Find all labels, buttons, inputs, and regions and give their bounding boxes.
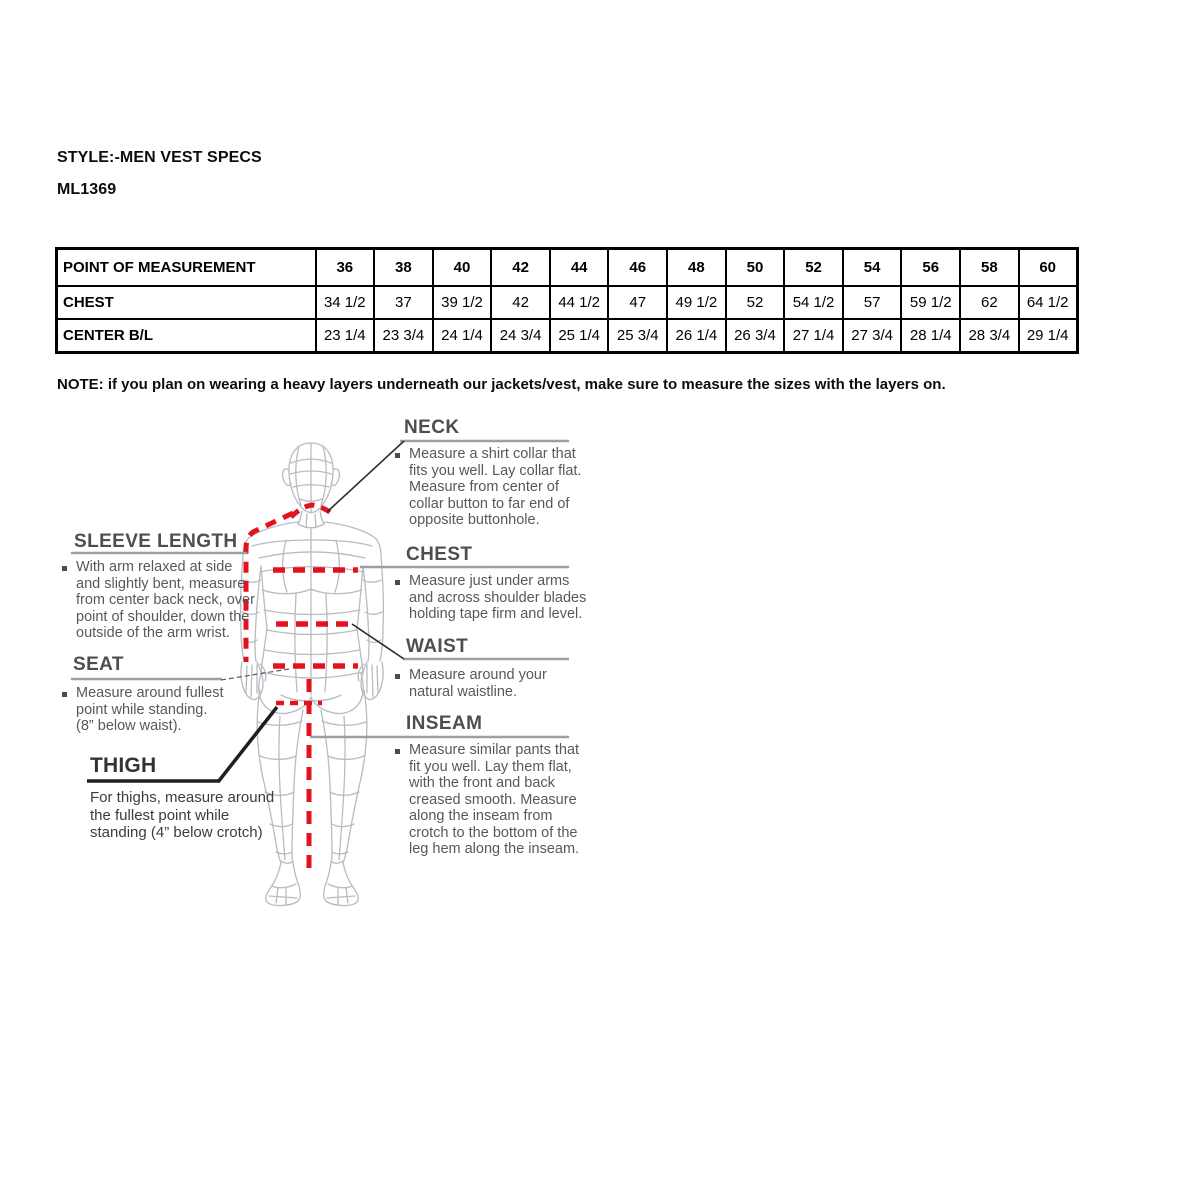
size-spec-table xyxy=(55,247,1079,354)
chest-row-label: CHEST xyxy=(57,286,316,319)
size-header-cell: 40 xyxy=(433,249,492,286)
size-header-cell: 46 xyxy=(608,249,667,286)
center-bl-value-cell: 25 1/4 xyxy=(550,319,609,353)
seat-label: SEAT xyxy=(73,654,124,675)
neck-description xyxy=(409,446,594,529)
neck-leader-line xyxy=(327,441,404,512)
point-of-measurement-header: POINT OF MEASUREMENT xyxy=(57,249,316,286)
description-line: For thighs, measure around xyxy=(90,789,275,806)
center-bl-row-label: CENTER B/L xyxy=(57,319,316,353)
sleeve-length-description xyxy=(76,559,271,642)
inseam-description xyxy=(409,742,599,858)
description-line: Measure just under arms xyxy=(409,573,570,589)
description-line: Measure from center of xyxy=(409,479,559,495)
description-line: point of shoulder, down the xyxy=(76,608,250,625)
description-line: from center back neck, over xyxy=(76,592,255,608)
description-line: (8” below waist). xyxy=(76,718,182,734)
description-line: fit you well. Lay them flat, xyxy=(409,758,572,775)
center-bl-value-cell: 28 1/4 xyxy=(901,319,960,353)
description-line: along the inseam from xyxy=(409,808,553,824)
center-bl-value-cell: 26 3/4 xyxy=(726,319,785,353)
description-line: outside of the arm wrist. xyxy=(76,625,230,641)
chest-value-cell: 44 1/2 xyxy=(550,286,609,319)
description-line: leg hem along the inseam. xyxy=(409,841,580,857)
description-line: Measure around fullest xyxy=(76,685,224,701)
chest-value-cell: 49 1/2 xyxy=(667,286,726,319)
size-header-cell: 56 xyxy=(901,249,960,286)
description-line: and slightly bent, measure xyxy=(76,575,246,592)
model-code: ML1369 xyxy=(57,181,117,198)
size-header-cell: 48 xyxy=(667,249,726,286)
chest-value-cell: 47 xyxy=(608,286,667,319)
description-line: natural waistline. xyxy=(409,683,517,700)
description-line: fits you well. Lay collar flat. xyxy=(409,462,582,479)
chest-value-cell: 64 1/2 xyxy=(1019,286,1078,319)
size-header-cell: 36 xyxy=(316,249,375,286)
center-bl-value-cell: 25 3/4 xyxy=(608,319,667,353)
size-header-cell: 52 xyxy=(784,249,843,286)
description-line: crotch to the bottom of the xyxy=(409,824,578,841)
chest-description xyxy=(409,573,599,623)
center-bl-value-cell: 27 1/4 xyxy=(784,319,843,353)
center-bl-value-cell: 29 1/4 xyxy=(1019,319,1078,353)
center-bl-value-cell: 23 1/4 xyxy=(316,319,375,353)
chest-label: CHEST xyxy=(406,544,473,565)
neck-label: NECK xyxy=(404,417,460,438)
center-bl-value-cell: 26 1/4 xyxy=(667,319,726,353)
center-bl-value-cell: 23 3/4 xyxy=(374,319,433,353)
size-header-cell: 50 xyxy=(726,249,785,286)
neck-measure-line xyxy=(291,505,331,517)
sleeve-length-bullet xyxy=(62,566,67,571)
note-text: NOTE: if you plan on wearing a heavy layers underneath our jackets/vest, make sure to measure the sizes with the layers on. xyxy=(57,376,946,393)
description-line: with the front and back xyxy=(409,775,555,791)
chest-value-cell: 62 xyxy=(960,286,1019,319)
center-bl-value-cell: 24 1/4 xyxy=(433,319,492,353)
description-line: point while standing. xyxy=(76,701,208,718)
chest-bullet xyxy=(395,580,400,585)
sleeve-length-label: SLEEVE LENGTH xyxy=(74,531,238,552)
description-line: Measure similar pants that xyxy=(409,742,580,758)
seat-description xyxy=(76,685,251,735)
waist-bullet xyxy=(395,674,400,679)
description-line: and across shoulder blades xyxy=(409,589,587,606)
seat-leader-line xyxy=(221,669,289,680)
inseam-bullet xyxy=(395,749,400,754)
waist-description xyxy=(409,667,584,700)
description-line: the fullest point while xyxy=(90,806,230,824)
chest-value-cell: 37 xyxy=(374,286,433,319)
size-header-cell: 42 xyxy=(491,249,550,286)
waist-leader-line xyxy=(352,624,404,659)
description-line: collar button to far end of xyxy=(409,495,570,512)
size-header-cell: 60 xyxy=(1019,249,1078,286)
center-bl-value-cell: 28 3/4 xyxy=(960,319,1019,353)
description-line: standing (4” below crotch) xyxy=(90,824,263,841)
chest-value-cell: 42 xyxy=(491,286,550,319)
chest-value-cell: 34 1/2 xyxy=(316,286,375,319)
chest-value-cell: 54 1/2 xyxy=(784,286,843,319)
center-bl-value-cell: 24 3/4 xyxy=(491,319,550,353)
description-line: Measure a shirt collar that xyxy=(409,446,576,462)
waist-label: WAIST xyxy=(406,636,469,657)
thigh-label: THIGH xyxy=(90,754,157,777)
center-bl-row xyxy=(57,319,1078,353)
description-line: Measure around your xyxy=(409,667,547,683)
neck-bullet xyxy=(395,453,400,458)
size-header-cell: 58 xyxy=(960,249,1019,286)
chest-value-cell: 59 1/2 xyxy=(901,286,960,319)
size-header-cell: 38 xyxy=(374,249,433,286)
description-line: opposite buttonhole. xyxy=(409,512,540,528)
chest-value-cell: 39 1/2 xyxy=(433,286,492,319)
description-line: With arm relaxed at side xyxy=(76,559,233,575)
chest-value-cell: 57 xyxy=(843,286,902,319)
inseam-label: INSEAM xyxy=(406,713,483,734)
style-title: STYLE:-MEN VEST SPECS xyxy=(57,149,262,166)
thigh-description xyxy=(90,789,275,842)
seat-bullet xyxy=(62,692,67,697)
description-line: creased smooth. Measure xyxy=(409,791,577,808)
description-line: holding tape firm and level. xyxy=(409,606,583,622)
size-table-header-row xyxy=(57,249,1078,286)
chest-value-cell: 52 xyxy=(726,286,785,319)
chest-row xyxy=(57,286,1078,319)
size-header-cell: 54 xyxy=(843,249,902,286)
center-bl-value-cell: 27 3/4 xyxy=(843,319,902,353)
size-header-cell: 44 xyxy=(550,249,609,286)
